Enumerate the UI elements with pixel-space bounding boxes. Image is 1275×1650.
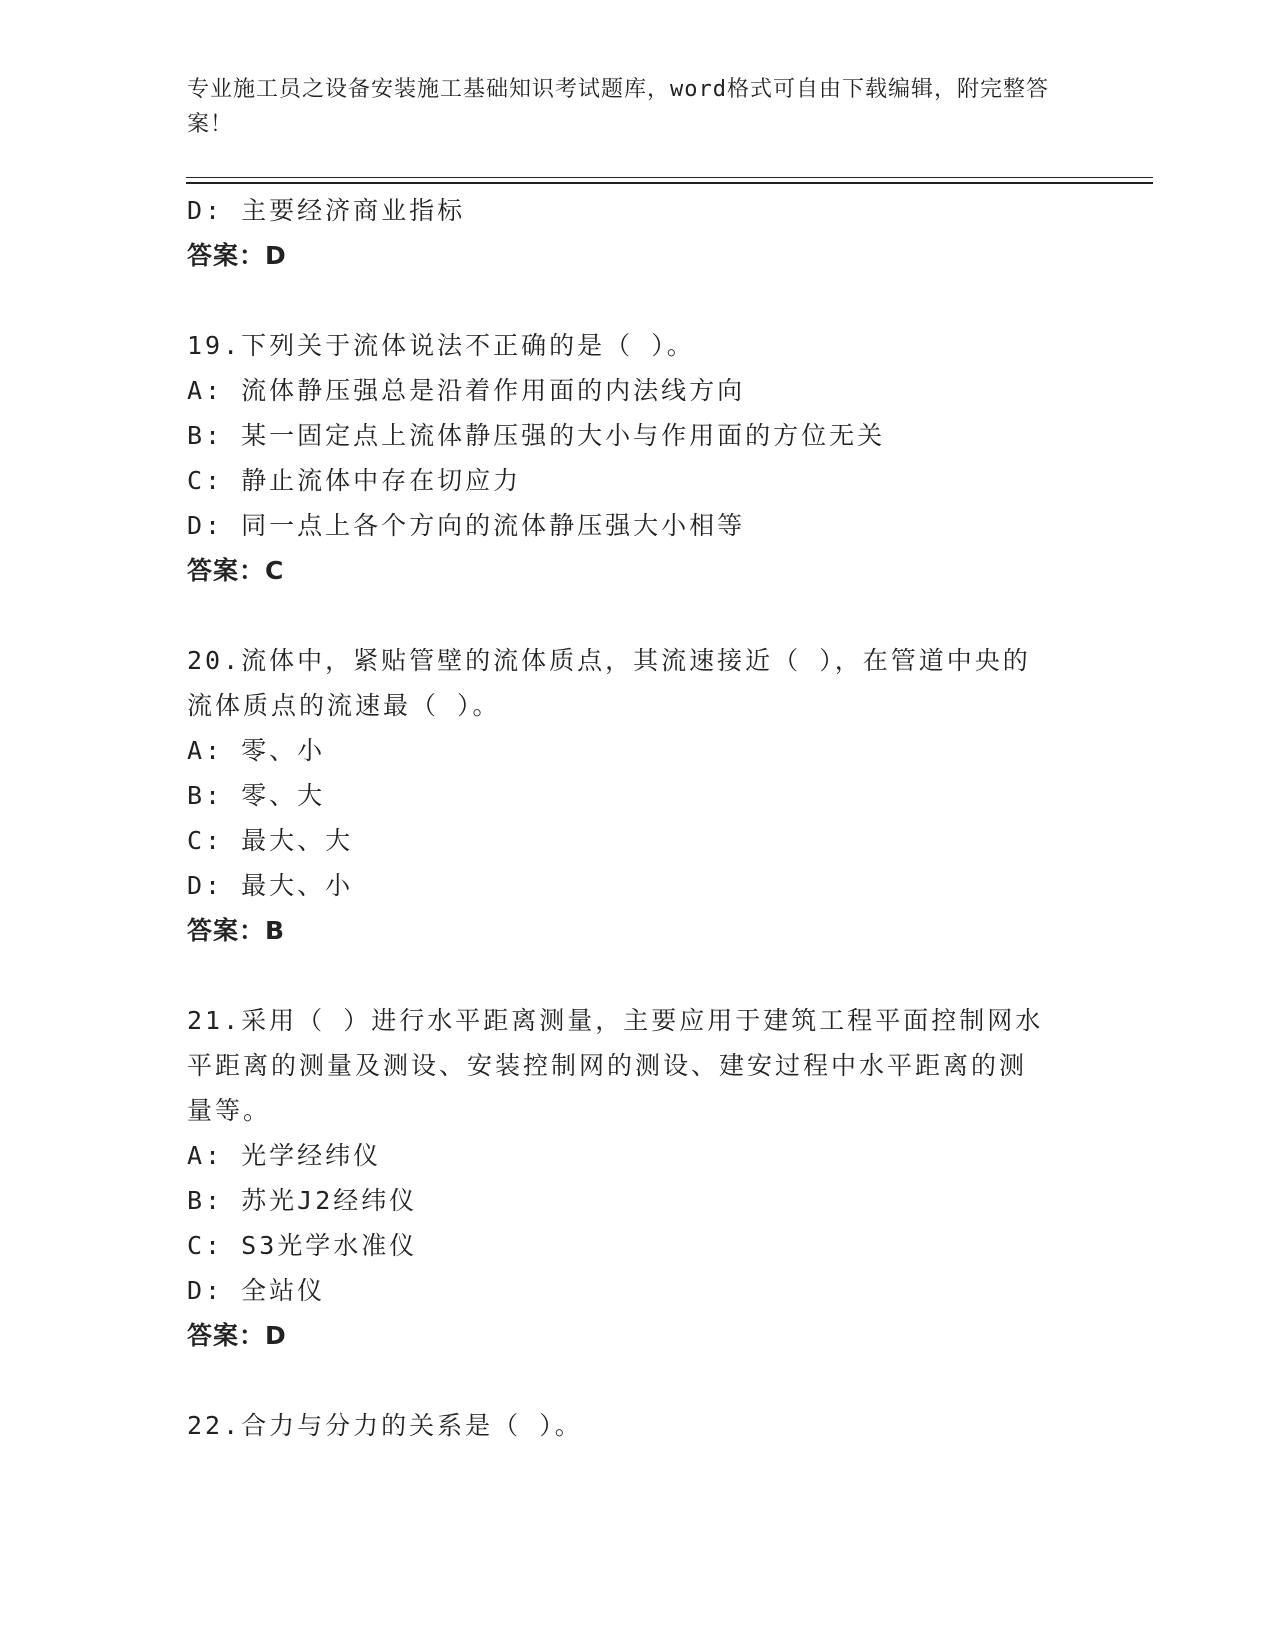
question-content [187, 188, 1087, 1448]
question-stem: 19.下列关于流体说法不正确的是（ ）。 [187, 331, 695, 360]
question-19 [187, 323, 1087, 593]
option-a: A: 零、小 [187, 736, 326, 765]
question-21 [187, 998, 1087, 1358]
option-a: A: 光学经纬仪 [187, 1141, 382, 1170]
option-d: D: 同一点上各个方向的流体静压强大小相等 [187, 511, 746, 540]
option-c: C: 最大、大 [187, 826, 354, 855]
question-stem: 20.流体中，紧贴管壁的流体质点，其流速接近（ ），在管道中央的流体质点的流速最（ ）。 [187, 646, 1031, 720]
option-d: D: 主要经济商业指标 [187, 196, 466, 225]
answer-line: 答案：D [187, 1321, 287, 1350]
header-divider-thin [186, 177, 1153, 178]
question-22 [187, 1403, 1087, 1448]
question-stem: 22.合力与分力的关系是（ ）。 [187, 1411, 583, 1440]
question-stem: 21.采用（ ）进行水平距离测量，主要应用于建筑工程平面控制网水平距离的测量及测设、安装控制网的测设、建安过程中水平距离的测量等。 [187, 1006, 1044, 1125]
option-d: D: 最大、小 [187, 871, 354, 900]
answer-line: 答案：C [187, 556, 285, 585]
option-c: C: S3光学水准仪 [187, 1231, 418, 1260]
option-b: B: 零、大 [187, 781, 326, 810]
option-c: C: 静止流体中存在切应力 [187, 466, 522, 495]
answer-line: 答案：B [187, 916, 286, 945]
answer-line: 答案：D [187, 241, 287, 270]
question-20 [187, 638, 1087, 953]
header-divider-thick [186, 182, 1153, 184]
option-b: B: 某一固定点上流体静压强的大小与作用面的方位无关 [187, 421, 886, 450]
option-d: D: 全站仪 [187, 1276, 326, 1305]
document-header: 专业施工员之设备安装施工基础知识考试题库，word格式可自由下载编辑，附完整答案！ [187, 77, 1049, 137]
option-b: B: 苏光J2经纬仪 [187, 1186, 418, 1215]
option-a: A: 流体静压强总是沿着作用面的内法线方向 [187, 376, 746, 405]
